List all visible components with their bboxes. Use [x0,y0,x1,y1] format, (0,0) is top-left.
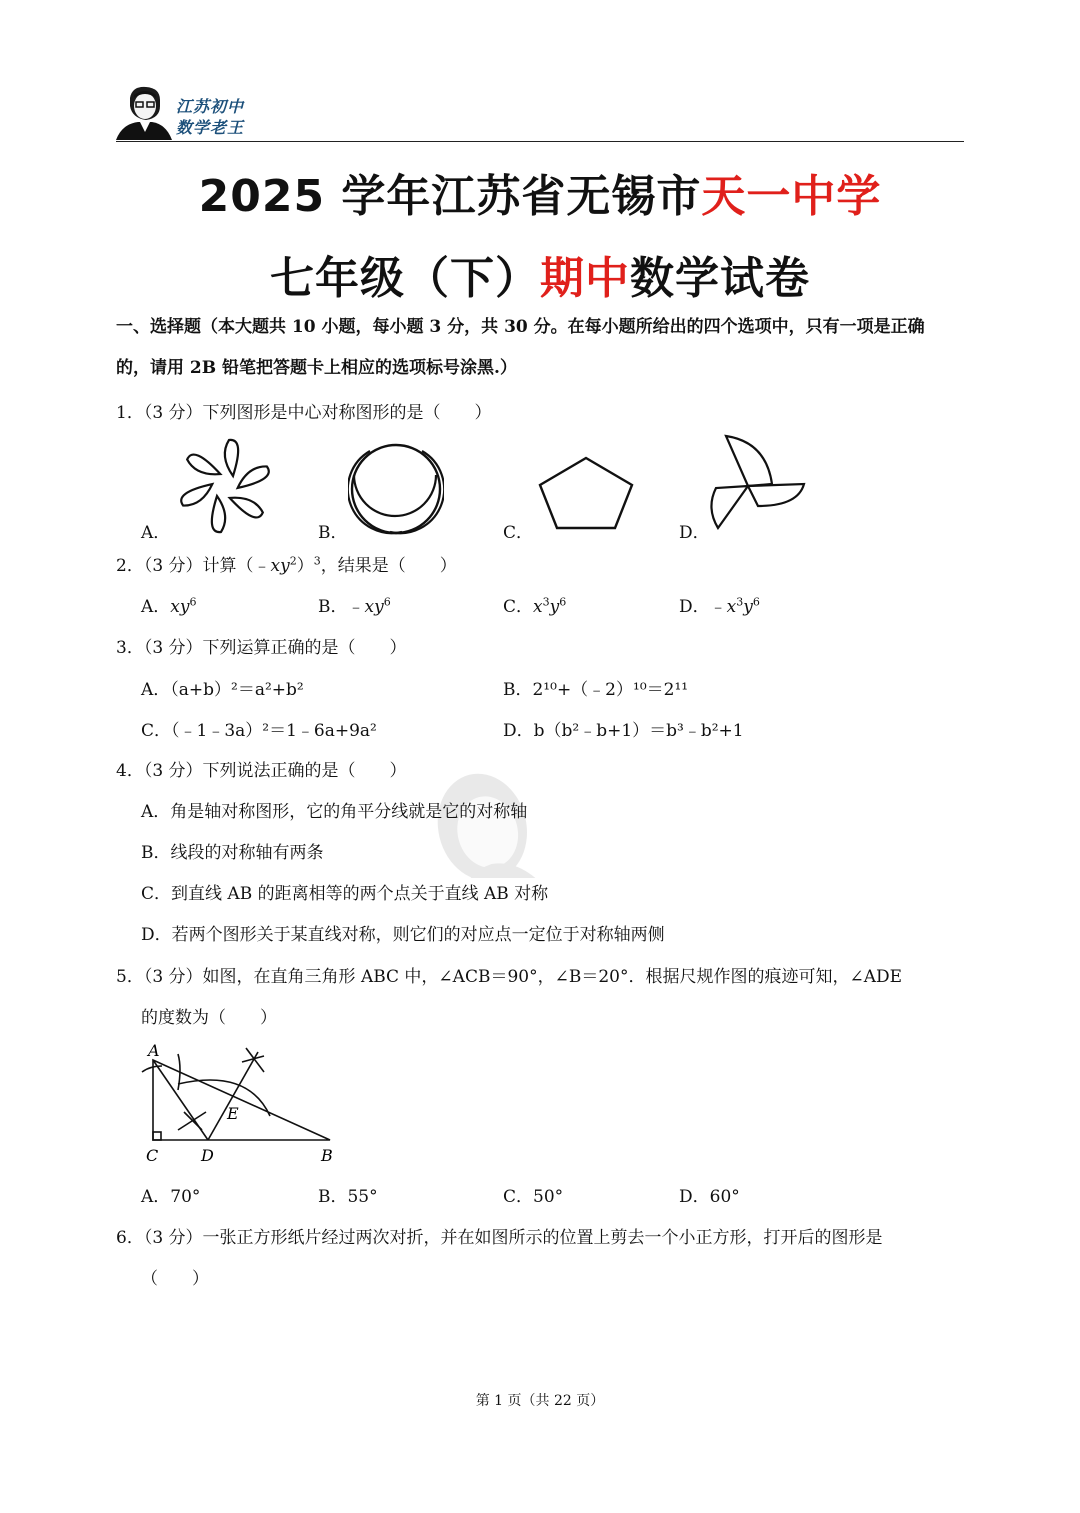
q1-option-a[interactable]: A． [141,523,171,543]
q4-option-b[interactable]: B．线段的对称轴有两条 [141,843,324,863]
q5-triangle-figure [138,1038,358,1168]
question-4-stem: 4．（3 分）下列说法正确的是（ ） [116,761,407,781]
avatar-icon [116,84,172,140]
q1-option-c[interactable]: C． [503,523,534,543]
question-6-stem-line1: 6．（3 分）一张正方形纸片经过两次对折，并在如图所示的位置上剪去一个小正方形，打开后的图形是 [116,1228,883,1248]
header-divider [116,141,964,142]
question-1-stem: 1．（3 分）下列图形是中心对称图形的是（ ） [116,403,492,423]
page-number: 第 1 页（共 22 页） [475,1393,605,1409]
q1-option-d[interactable]: D． [679,523,710,543]
school-name: 天一中学 [701,171,882,222]
header-logo [116,84,256,140]
pinwheel-petal [179,480,217,510]
q4-option-c[interactable]: C．到直线 AB 的距离相等的两个点关于直线 AB 对称 [141,884,549,904]
q5-option-d[interactable]: D．60° [679,1187,740,1207]
q1-figure-a-pinwheel [170,436,280,536]
q2-option-b[interactable]: B．$﹣xy^6$ [318,595,391,617]
q3-option-c[interactable]: C．（﹣1﹣3a）²＝1﹣6a+9a² [141,721,377,741]
page-title-line1: 2025 学年江苏省无锡市天一中学 [198,171,882,222]
point-label-d: D [201,1146,214,1165]
logo-line1: 江苏初中 [176,97,245,116]
point-label-b: B [321,1146,333,1165]
logo-line2: 数学老王 [176,118,245,137]
question-6-stem-line2: （ ） [141,1269,209,1289]
q3-option-d[interactable]: D．b（b²﹣b+1）＝b³﹣b²+1 [503,721,744,741]
pinwheel-petal [227,491,265,521]
q5-option-a[interactable]: A．70° [141,1187,201,1207]
section-heading: 一、选择题（本大题共 10 小题，每小题 3 分，共 30 分。在每小题所给出的四个选项中，只有一项是正确 的，请用 2B 铅笔把答题卡上相应的选项标号涂黑.） [116,317,925,378]
q1-figure-c-pentagon [536,455,636,531]
q3-option-a[interactable]: A．（a+b）²＝a²+b² [141,680,304,700]
question-3-stem: 3．（3 分）下列运算正确的是（ ） [116,638,407,658]
q5-option-b[interactable]: B．55° [318,1187,378,1207]
pinwheel-petal [225,440,238,476]
question-5-stem-line1: 5．（3 分）如图，在直角三角形 ABC 中，∠ACB＝90°，∠B＝20°．根据尺规作图的痕迹可知，∠ADE [116,967,903,987]
q4-option-a[interactable]: A．角是轴对称图形，它的角平分线就是它的对称轴 [141,802,528,822]
pinwheel-petal [234,463,272,493]
q1-figure-d-three-blades [706,432,806,532]
q2-option-c[interactable]: C．$x^3y^6$ [503,595,567,617]
page-title-line2: 七年级（下）期中数学试卷 [270,253,810,304]
pinwheel-petal [212,496,225,532]
q2-option-a[interactable]: A．$xy^6$ [141,595,197,617]
q1-figure-b-circle-arcs [348,441,444,537]
q3-option-b[interactable]: B．2¹⁰+（﹣2）¹⁰＝2¹¹ [503,680,689,700]
point-label-c: C [146,1146,159,1165]
pinwheel-petal [185,452,223,482]
q5-option-c[interactable]: C．50° [503,1187,564,1207]
q4-option-d[interactable]: D．若两个图形关于某直线对称，则它们的对应点一定位于对称轴两侧 [141,925,665,945]
point-label-e: E [227,1104,239,1123]
question-5-stem-line2: 的度数为（ ） [141,1008,277,1028]
q1-option-b[interactable]: B． [318,523,348,543]
q2-option-d[interactable]: D．$﹣x^3y^6$ [679,595,760,617]
point-label-a: A [148,1041,160,1060]
question-2-stem: 2．（3 分）计算$(﹣xy^2)^3$，结果是（ ） [116,554,457,576]
